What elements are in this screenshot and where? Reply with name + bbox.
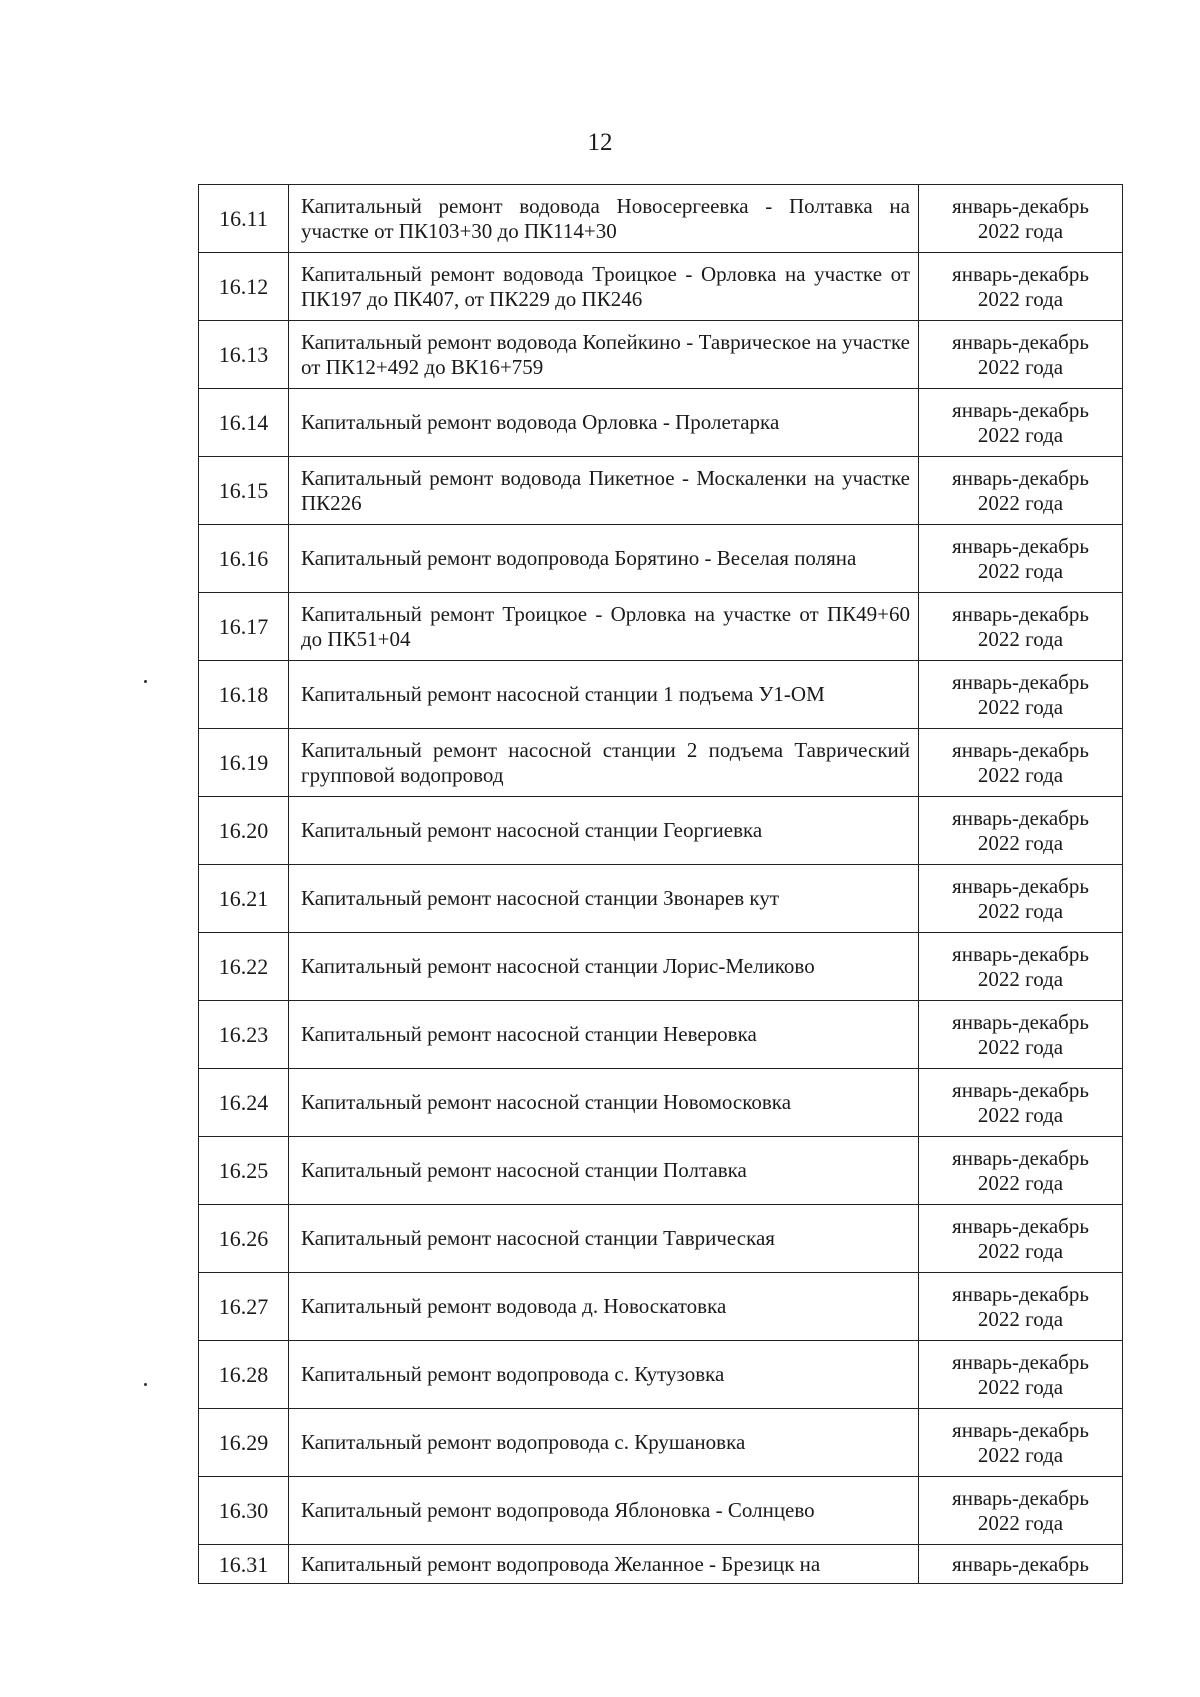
period-months: январь-декабрь xyxy=(952,1281,1089,1306)
work-description: Капитальный ремонт водопровода с. Крушановка xyxy=(289,1409,919,1477)
work-period xyxy=(919,525,1123,593)
item-number: 16.15 xyxy=(199,457,289,525)
item-number: 16.31 xyxy=(199,1545,289,1584)
period-months: январь-декабрь xyxy=(952,1077,1089,1102)
work-description: Капитальный ремонт водовода д. Новоскатовка xyxy=(289,1273,919,1341)
work-period xyxy=(919,933,1123,1001)
item-number: 16.18 xyxy=(199,661,289,729)
item-number: 16.29 xyxy=(199,1409,289,1477)
period-year: 2022 года xyxy=(977,1034,1064,1059)
work-description: Капитальный ремонт насосной станции 2 подъема Таврический групповой водопровод xyxy=(289,729,919,797)
item-number: 16.20 xyxy=(199,797,289,865)
work-period xyxy=(919,1137,1123,1205)
period-months: январь-декабрь xyxy=(952,465,1089,490)
period-months: январь-декабрь xyxy=(952,329,1089,354)
item-number: 16.16 xyxy=(199,525,289,593)
period-months: январь-декабрь xyxy=(952,601,1089,626)
period-months: январь-декабрь xyxy=(952,805,1089,830)
item-number: 16.11 xyxy=(199,185,289,253)
work-description: Капитальный ремонт водопровода Яблоновка - Солнцево xyxy=(289,1477,919,1545)
work-description: Капитальный ремонт водопровода с. Кутузовка xyxy=(289,1341,919,1409)
item-number: 16.22 xyxy=(199,933,289,1001)
period-months: январь-декабрь xyxy=(952,193,1089,218)
work-period xyxy=(919,1545,1123,1584)
work-description: Капитальный ремонт насосной станции Звонарев кут xyxy=(289,865,919,933)
item-number: 16.13 xyxy=(199,321,289,389)
period-year: 2022 года xyxy=(977,966,1064,991)
table-row xyxy=(199,729,1123,797)
table-row xyxy=(199,1273,1123,1341)
scan-speck xyxy=(144,1383,147,1386)
period-months: январь-декабрь xyxy=(952,1349,1089,1374)
period-year: 2022 года xyxy=(977,830,1064,855)
table-row xyxy=(199,185,1123,253)
period-months: январь-декабрь xyxy=(952,397,1089,422)
work-period xyxy=(919,1069,1123,1137)
item-number: 16.30 xyxy=(199,1477,289,1545)
period-year: 2022 года xyxy=(977,898,1064,923)
work-period xyxy=(919,1409,1123,1477)
table-row xyxy=(199,1205,1123,1273)
period-year: 2022 года xyxy=(977,1442,1064,1467)
work-period xyxy=(919,1273,1123,1341)
work-description: Капитальный ремонт водовода Орловка - Пролетарка xyxy=(289,389,919,457)
period-year: 2022 года xyxy=(977,762,1064,787)
work-description: Капитальный ремонт водовода Пикетное - Москаленки на участке ПК226 xyxy=(289,457,919,525)
period-year: 2022 года xyxy=(977,286,1064,311)
works-table-body xyxy=(199,185,1123,1584)
table-row xyxy=(199,1137,1123,1205)
works-table xyxy=(198,184,1123,1584)
work-description: Капитальный ремонт насосной станции Полтавка xyxy=(289,1137,919,1205)
period-months: январь-декабрь xyxy=(952,737,1089,762)
work-description: Капитальный ремонт водовода Троицкое - Орловка на участке от ПК197 до ПК407, от ПК229 до ПК246 xyxy=(289,253,919,321)
table-row xyxy=(199,1001,1123,1069)
work-period xyxy=(919,865,1123,933)
scan-speck xyxy=(144,680,147,683)
item-number: 16.28 xyxy=(199,1341,289,1409)
table-row xyxy=(199,661,1123,729)
period-year: 2022 года xyxy=(977,1374,1064,1399)
period-months: январь-декабрь xyxy=(952,1551,1089,1576)
table-row xyxy=(199,1069,1123,1137)
table-row xyxy=(199,389,1123,457)
period-year: 2022 года xyxy=(977,1238,1064,1263)
work-period xyxy=(919,253,1123,321)
period-months: январь-декабрь xyxy=(952,1145,1089,1170)
item-number: 16.14 xyxy=(199,389,289,457)
period-months: январь-декабрь xyxy=(952,669,1089,694)
work-period xyxy=(919,321,1123,389)
table-row xyxy=(199,1545,1123,1584)
work-description: Капитальный ремонт водовода Новосергеевка - Полтавка на участке от ПК103+30 до ПК114+30 xyxy=(289,185,919,253)
period-year: 2022 года xyxy=(977,218,1064,243)
item-number: 16.25 xyxy=(199,1137,289,1205)
work-description: Капитальный ремонт насосной станции Новомосковка xyxy=(289,1069,919,1137)
period-year: 2022 года xyxy=(977,626,1064,651)
item-number: 16.21 xyxy=(199,865,289,933)
item-number: 16.24 xyxy=(199,1069,289,1137)
period-months: январь-декабрь xyxy=(952,533,1089,558)
item-number: 16.17 xyxy=(199,593,289,661)
period-year: 2022 года xyxy=(977,1510,1064,1535)
period-months: январь-декабрь xyxy=(952,941,1089,966)
work-description: Капитальный ремонт насосной станции Лорис-Меликово xyxy=(289,933,919,1001)
period-months: январь-декабрь xyxy=(952,873,1089,898)
table-row xyxy=(199,1477,1123,1545)
work-period xyxy=(919,1477,1123,1545)
work-period xyxy=(919,1341,1123,1409)
period-months: январь-декабрь xyxy=(952,1485,1089,1510)
period-year: 2022 года xyxy=(977,694,1064,719)
work-period xyxy=(919,593,1123,661)
work-description: Капитальный ремонт насосной станции Неверовка xyxy=(289,1001,919,1069)
period-year: 2022 года xyxy=(977,422,1064,447)
item-number: 16.26 xyxy=(199,1205,289,1273)
work-description: Капитальный ремонт насосной станции Георгиевка xyxy=(289,797,919,865)
item-number: 16.23 xyxy=(199,1001,289,1069)
period-year: 2022 года xyxy=(977,1102,1064,1127)
work-period xyxy=(919,661,1123,729)
table-row xyxy=(199,321,1123,389)
table-row xyxy=(199,1341,1123,1409)
work-description: Капитальный ремонт насосной станции 1 подъема У1-ОМ xyxy=(289,661,919,729)
period-months: январь-декабрь xyxy=(952,1009,1089,1034)
work-description: Капитальный ремонт насосной станции Таврическая xyxy=(289,1205,919,1273)
work-period xyxy=(919,185,1123,253)
period-year: 2022 года xyxy=(977,558,1064,583)
table-row xyxy=(199,253,1123,321)
table-row xyxy=(199,457,1123,525)
page-number: 12 xyxy=(587,129,613,156)
work-period xyxy=(919,1001,1123,1069)
work-description: Капитальный ремонт водовода Копейкино - Таврическое на участке от ПК12+492 до ВК16+759 xyxy=(289,321,919,389)
item-number: 16.19 xyxy=(199,729,289,797)
table-row xyxy=(199,797,1123,865)
work-description: Капитальный ремонт Троицкое - Орловка на участке от ПК49+60 до ПК51+04 xyxy=(289,593,919,661)
period-year: 2022 года xyxy=(977,1306,1064,1331)
period-year: 2022 года xyxy=(977,1170,1064,1195)
work-description: Капитальный ремонт водопровода Желанное - Брезицк на xyxy=(289,1545,919,1584)
period-months: январь-декабрь xyxy=(952,1213,1089,1238)
work-period xyxy=(919,729,1123,797)
table-row xyxy=(199,933,1123,1001)
item-number: 16.12 xyxy=(199,253,289,321)
table-row xyxy=(199,593,1123,661)
table-row xyxy=(199,1409,1123,1477)
work-period xyxy=(919,389,1123,457)
period-months: январь-декабрь xyxy=(952,261,1089,286)
table-row xyxy=(199,525,1123,593)
work-period xyxy=(919,457,1123,525)
work-description: Капитальный ремонт водопровода Борятино - Веселая поляна xyxy=(289,525,919,593)
period-year: 2022 года xyxy=(977,354,1064,379)
period-year: 2022 года xyxy=(977,490,1064,515)
table-row xyxy=(199,865,1123,933)
work-period xyxy=(919,1205,1123,1273)
work-period xyxy=(919,797,1123,865)
period-months: январь-декабрь xyxy=(952,1417,1089,1442)
item-number: 16.27 xyxy=(199,1273,289,1341)
